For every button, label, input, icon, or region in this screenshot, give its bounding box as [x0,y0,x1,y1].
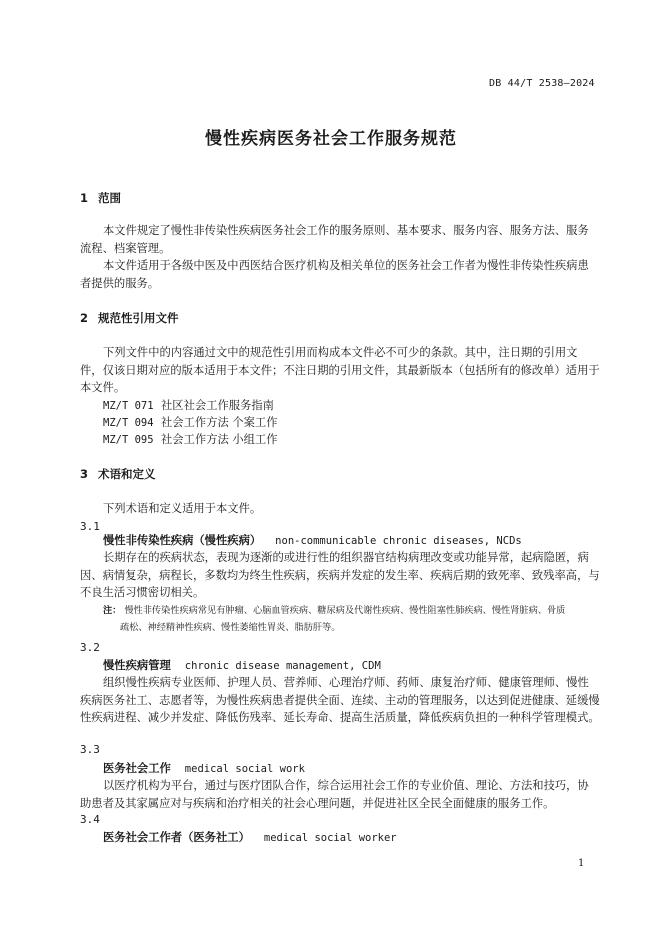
document-code: DB 44/T 2538—2024 [489,78,595,89]
term-name-en: medical social work [184,763,305,775]
reference-item [103,431,278,447]
section-title: 术语和定义 [98,467,156,481]
note-label: 注： [103,605,122,616]
section-1-paragraph-1: 本文件规定了慢性非传染性疾病医务社会工作的服务原则、基本要求、服务内容、服务方法、服务流程、档案管理。 [80,224,589,255]
term-name-cn: 慢性疾病管理 [103,659,171,672]
term-note [103,602,600,636]
term-name-cn: 医务社会工作者（医务社工） [103,831,250,844]
reference-code: MZ/T 095 [103,434,154,446]
reference-item [103,414,278,430]
section-3-heading [80,466,156,482]
section-title: 规范性引用文件 [98,311,179,325]
document-title: 慢性疾病医务社会工作服务规范 [205,129,457,149]
term-heading [103,760,305,776]
term-number: 3.2 [80,641,100,654]
term-heading [103,657,381,673]
section-title: 范围 [98,191,121,205]
term-name-en: chronic disease management, CDM [184,660,381,672]
section-1-heading [80,190,121,206]
section-3-intro: 下列术语和定义适用于本文件。 [103,502,262,515]
term-definition: 组织慢性疾病专业医师、护理人员、营养师、心理治疗师、药师、康复治疗师、健康管理师、慢性疾病医务社工、志愿者等，为慢性疾病患者提供全面、连续、主动的管理服务，以达到促进健康、延缓慢性疾病进程、减少并发症、降低伤残率、延长寿命、提高生活质量，降低疾病负担的一种科学管理模式。 [80,676,600,724]
section-number: 1 [80,191,89,205]
term-number: 3.1 [80,520,100,533]
term-definition: 长期存在的疾病状态，表现为逐渐的或进行性的组织器官结构病理改变或功能异常，起病隐匿，病因、病情复杂，病程长，多数均为终生性疾病，疾病并发症的发生率、疾病后期的致死率、致残率高，与不良生活习惯密切相关。 [80,551,600,599]
reference-code: MZ/T 071 [103,400,154,412]
term-name-en: medical social worker [263,832,397,844]
section-1-paragraph-2: 本文件适用于各级中医及中西医结合医疗机构及相关单位的医务社会工作者为慢性非传染性疾病患者提供的服务。 [80,259,589,290]
term-name-cn: 医务社会工作 [103,762,171,775]
term-heading [103,532,522,548]
section-2-intro: 下列文件中的内容通过文中的规范性引用而构成本文件必不可少的条款。其中，注日期的引用文件，仅该日期对应的版本适用于本文件；不注日期的引用文件，其最新版本（包括所有的修改单）适用于本文件。 [80,346,600,394]
reference-title: 社区社会工作服务指南 [161,399,274,412]
term-number: 3.4 [80,813,100,826]
reference-title: 社会工作方法 个案工作 [161,416,278,429]
term-definition: 以医疗机构为平台，通过与医疗团队合作，综合运用社会工作的专业价值、理论、方法和技巧，协助患者及其家属应对与疾病和治疗相关的社会心理问题，并促进社区全民全面健康的服务工作。 [80,779,589,810]
page-number: 1 [578,858,585,869]
term-heading [103,829,397,845]
note-text-line-1: 慢性非传染性疾病常见有肿瘤、心脑血管疾病、糖尿病及代谢性疾病、慢性阻塞性肺疾病、慢性肾脏病、骨质 [124,605,566,616]
section-number: 2 [80,311,89,325]
reference-title: 社会工作方法 小组工作 [161,433,278,446]
section-2-heading [80,310,179,326]
term-name-en: non-communicable chronic diseases, NCDs [275,535,522,547]
term-number: 3.3 [80,743,100,756]
term-name-cn: 慢性非传染性疾病（慢性疾病） [103,534,262,547]
section-number: 3 [80,467,89,481]
reference-item [103,397,274,413]
note-text-line-2: 疏松、神经精神性疾病、慢性萎缩性胃炎、脂肪肝等。 [120,622,341,633]
reference-code: MZ/T 094 [103,417,154,429]
